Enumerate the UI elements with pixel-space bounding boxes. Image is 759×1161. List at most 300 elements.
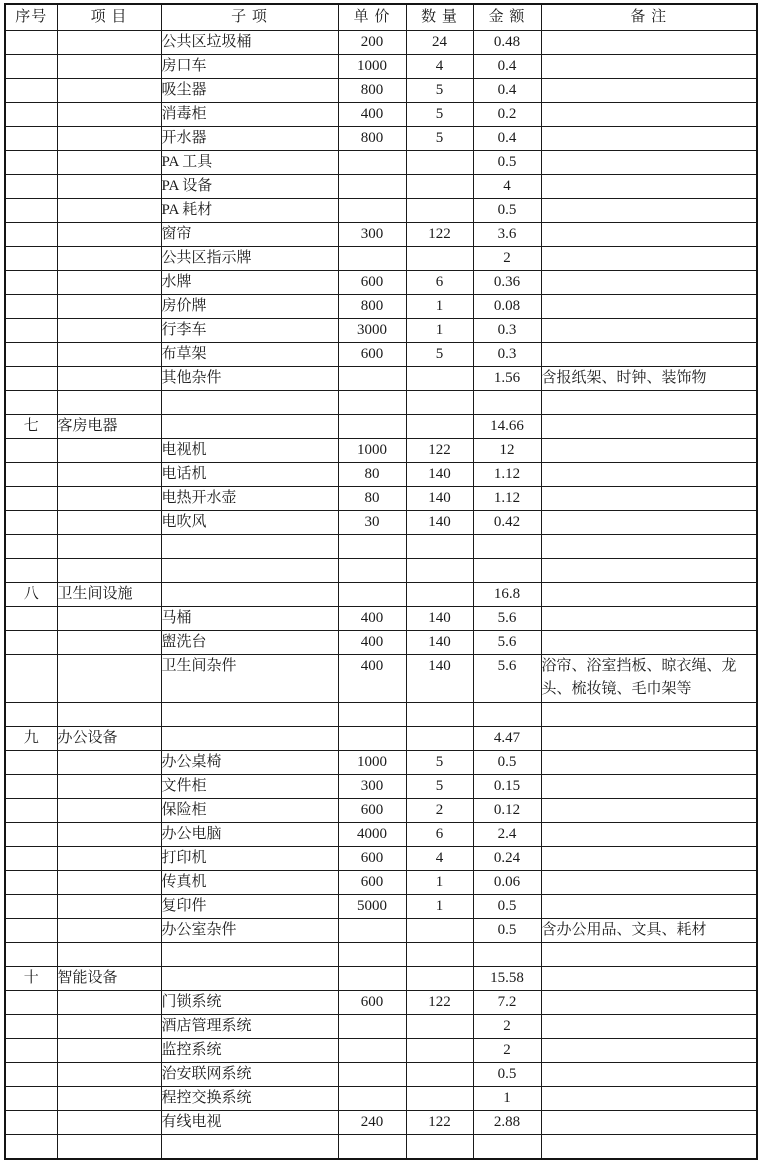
cell-subitem: 房价牌 xyxy=(161,295,338,319)
cell-project xyxy=(57,535,161,559)
cell-project xyxy=(57,295,161,319)
cell-qty xyxy=(406,175,473,199)
cell-project xyxy=(57,823,161,847)
cell-serial xyxy=(5,823,57,847)
cell-note xyxy=(541,871,757,895)
cell-amount: 0.15 xyxy=(473,775,541,799)
cell-project xyxy=(57,703,161,727)
table-row xyxy=(5,1039,757,1063)
cell-serial xyxy=(5,271,57,295)
cell-amount: 0.48 xyxy=(473,31,541,55)
cell-price xyxy=(338,151,406,175)
cell-project xyxy=(57,559,161,583)
cell-amount: 5.6 xyxy=(473,607,541,631)
cell-amount: 0.4 xyxy=(473,55,541,79)
cell-project xyxy=(57,175,161,199)
cell-serial: 八 xyxy=(5,583,57,607)
cell-project xyxy=(57,367,161,391)
cell-project xyxy=(57,799,161,823)
cell-qty: 140 xyxy=(406,511,473,535)
cell-price: 80 xyxy=(338,487,406,511)
cell-price: 300 xyxy=(338,223,406,247)
cell-project xyxy=(57,79,161,103)
column-header-price: 单 价 xyxy=(338,4,406,31)
column-header-subitem: 子 项 xyxy=(161,4,338,31)
column-header-amount: 金 额 xyxy=(473,4,541,31)
cell-project xyxy=(57,151,161,175)
cell-subitem xyxy=(161,967,338,991)
table-row xyxy=(5,1111,757,1135)
table-row xyxy=(5,367,757,391)
cell-price: 600 xyxy=(338,991,406,1015)
cell-qty xyxy=(406,391,473,415)
cell-amount: 3.6 xyxy=(473,223,541,247)
cell-note xyxy=(541,751,757,775)
cell-subitem: 复印件 xyxy=(161,895,338,919)
cell-subitem: 程控交换系统 xyxy=(161,1087,338,1111)
cell-note: 浴帘、浴室挡板、晾衣绳、龙头、梳妆镜、毛巾架等 xyxy=(541,655,757,703)
cell-amount: 2 xyxy=(473,1015,541,1039)
table-row xyxy=(5,727,757,751)
cell-qty: 2 xyxy=(406,799,473,823)
cell-serial xyxy=(5,55,57,79)
cell-note xyxy=(541,223,757,247)
cell-amount: 1 xyxy=(473,1087,541,1111)
cell-project xyxy=(57,1087,161,1111)
cell-qty: 140 xyxy=(406,487,473,511)
cell-amount: 0.3 xyxy=(473,343,541,367)
cell-price: 400 xyxy=(338,607,406,631)
cell-note xyxy=(541,103,757,127)
table-body xyxy=(5,31,757,1160)
cell-subitem: 保险柜 xyxy=(161,799,338,823)
cell-serial xyxy=(5,1039,57,1063)
cell-project xyxy=(57,871,161,895)
cell-serial xyxy=(5,463,57,487)
cell-serial xyxy=(5,871,57,895)
cell-note xyxy=(541,1039,757,1063)
cell-price: 30 xyxy=(338,511,406,535)
cell-project xyxy=(57,1039,161,1063)
cell-qty: 140 xyxy=(406,655,473,703)
table-row xyxy=(5,127,757,151)
cell-note xyxy=(541,1063,757,1087)
cell-amount: 4 xyxy=(473,175,541,199)
cell-amount: 14.66 xyxy=(473,415,541,439)
cell-amount: 4.47 xyxy=(473,727,541,751)
cell-note xyxy=(541,151,757,175)
cell-price: 400 xyxy=(338,655,406,703)
cell-price xyxy=(338,559,406,583)
cell-serial xyxy=(5,775,57,799)
cell-serial: 十 xyxy=(5,967,57,991)
cell-price xyxy=(338,1063,406,1087)
table-row xyxy=(5,583,757,607)
cell-note xyxy=(541,799,757,823)
cell-project xyxy=(57,343,161,367)
cell-project xyxy=(57,223,161,247)
table-row xyxy=(5,823,757,847)
cell-serial xyxy=(5,943,57,967)
cell-qty xyxy=(406,583,473,607)
cell-qty xyxy=(406,415,473,439)
cell-qty: 140 xyxy=(406,631,473,655)
cell-note xyxy=(541,943,757,967)
cell-note xyxy=(541,1111,757,1135)
cell-subitem: 卫生间杂件 xyxy=(161,655,338,703)
cell-note xyxy=(541,415,757,439)
cell-project xyxy=(57,127,161,151)
cell-amount: 2.88 xyxy=(473,1111,541,1135)
table-row xyxy=(5,991,757,1015)
cell-note xyxy=(541,1135,757,1160)
cell-amount: 2.4 xyxy=(473,823,541,847)
cell-subitem: 吸尘器 xyxy=(161,79,338,103)
cell-qty: 122 xyxy=(406,439,473,463)
cell-price xyxy=(338,367,406,391)
cell-project xyxy=(57,463,161,487)
cell-project: 办公设备 xyxy=(57,727,161,751)
cell-serial xyxy=(5,535,57,559)
cell-subitem xyxy=(161,727,338,751)
cell-project xyxy=(57,511,161,535)
cell-qty: 5 xyxy=(406,751,473,775)
cell-amount xyxy=(473,535,541,559)
cell-amount: 0.4 xyxy=(473,127,541,151)
cell-project xyxy=(57,199,161,223)
cell-project xyxy=(57,439,161,463)
cell-subitem: 治安联网系统 xyxy=(161,1063,338,1087)
cell-subitem: 窗帘 xyxy=(161,223,338,247)
cell-qty: 5 xyxy=(406,775,473,799)
cell-note xyxy=(541,895,757,919)
cell-project: 客房电器 xyxy=(57,415,161,439)
cell-price xyxy=(338,199,406,223)
cell-qty: 6 xyxy=(406,823,473,847)
cell-note xyxy=(541,727,757,751)
cell-project xyxy=(57,487,161,511)
cell-note xyxy=(541,1015,757,1039)
cell-project xyxy=(57,247,161,271)
cell-project xyxy=(57,103,161,127)
cell-amount: 12 xyxy=(473,439,541,463)
cell-subitem: 文件柜 xyxy=(161,775,338,799)
cell-serial xyxy=(5,127,57,151)
cell-note xyxy=(541,823,757,847)
table-row xyxy=(5,319,757,343)
cell-serial xyxy=(5,1111,57,1135)
cell-subitem: 水牌 xyxy=(161,271,338,295)
cell-price: 600 xyxy=(338,343,406,367)
cell-serial: 七 xyxy=(5,415,57,439)
cell-subitem: PA 工具 xyxy=(161,151,338,175)
cell-qty: 5 xyxy=(406,103,473,127)
cell-subitem: 电热开水壶 xyxy=(161,487,338,511)
cell-qty: 6 xyxy=(406,271,473,295)
cell-serial xyxy=(5,991,57,1015)
table-row xyxy=(5,511,757,535)
cell-subitem xyxy=(161,703,338,727)
cell-project xyxy=(57,607,161,631)
table-row xyxy=(5,1063,757,1087)
cell-qty xyxy=(406,1063,473,1087)
cell-note: 含办公用品、文具、耗材 xyxy=(541,919,757,943)
cell-serial xyxy=(5,703,57,727)
table-row xyxy=(5,751,757,775)
cell-project xyxy=(57,1063,161,1087)
cell-qty: 140 xyxy=(406,607,473,631)
table-row xyxy=(5,199,757,223)
cell-qty xyxy=(406,703,473,727)
cell-note xyxy=(541,535,757,559)
table-row xyxy=(5,343,757,367)
cell-qty: 5 xyxy=(406,343,473,367)
cell-qty xyxy=(406,943,473,967)
cell-amount: 0.3 xyxy=(473,319,541,343)
cell-subitem: 盥洗台 xyxy=(161,631,338,655)
cell-subitem: 房口车 xyxy=(161,55,338,79)
table-row xyxy=(5,391,757,415)
table-row xyxy=(5,151,757,175)
cell-qty xyxy=(406,199,473,223)
cell-subitem: 办公室杂件 xyxy=(161,919,338,943)
cell-note xyxy=(541,79,757,103)
cell-qty: 4 xyxy=(406,847,473,871)
cell-serial xyxy=(5,1063,57,1087)
cell-price: 3000 xyxy=(338,319,406,343)
cell-price: 600 xyxy=(338,271,406,295)
cell-amount: 2 xyxy=(473,247,541,271)
cell-subitem: PA 设备 xyxy=(161,175,338,199)
cell-amount: 5.6 xyxy=(473,631,541,655)
cell-subitem: 布草架 xyxy=(161,343,338,367)
cell-price xyxy=(338,1135,406,1160)
cell-qty xyxy=(406,727,473,751)
cell-serial xyxy=(5,487,57,511)
cell-qty: 122 xyxy=(406,1111,473,1135)
table-row xyxy=(5,55,757,79)
cell-amount: 1.12 xyxy=(473,487,541,511)
cell-project xyxy=(57,31,161,55)
table-row xyxy=(5,895,757,919)
cell-qty: 122 xyxy=(406,223,473,247)
cell-qty: 1 xyxy=(406,895,473,919)
table-row xyxy=(5,919,757,943)
table-row xyxy=(5,223,757,247)
cell-subitem xyxy=(161,391,338,415)
cell-serial xyxy=(5,391,57,415)
cell-note xyxy=(541,31,757,55)
table-header xyxy=(5,4,757,31)
cell-price xyxy=(338,1015,406,1039)
cell-amount: 0.5 xyxy=(473,199,541,223)
cell-serial xyxy=(5,319,57,343)
cell-qty xyxy=(406,967,473,991)
table-row xyxy=(5,703,757,727)
cell-price: 240 xyxy=(338,1111,406,1135)
table-row xyxy=(5,247,757,271)
cell-subitem: 酒店管理系统 xyxy=(161,1015,338,1039)
cell-subitem: 公共区指示牌 xyxy=(161,247,338,271)
cell-amount xyxy=(473,703,541,727)
table-row xyxy=(5,559,757,583)
cell-qty: 24 xyxy=(406,31,473,55)
cell-price xyxy=(338,391,406,415)
cell-price xyxy=(338,943,406,967)
cell-serial xyxy=(5,175,57,199)
cell-subitem: PA 耗材 xyxy=(161,199,338,223)
cell-subitem: 办公电脑 xyxy=(161,823,338,847)
cell-note xyxy=(541,199,757,223)
cell-subitem: 传真机 xyxy=(161,871,338,895)
column-header-serial: 序号 xyxy=(5,4,57,31)
cell-amount: 0.5 xyxy=(473,151,541,175)
cell-note xyxy=(541,1087,757,1111)
cell-amount xyxy=(473,559,541,583)
table-row xyxy=(5,439,757,463)
table-row xyxy=(5,655,757,703)
cell-amount: 0.06 xyxy=(473,871,541,895)
cell-qty xyxy=(406,1135,473,1160)
table-row xyxy=(5,607,757,631)
cell-price: 800 xyxy=(338,79,406,103)
cell-price: 4000 xyxy=(338,823,406,847)
cell-amount: 0.4 xyxy=(473,79,541,103)
cell-note xyxy=(541,847,757,871)
table-row xyxy=(5,175,757,199)
table-row xyxy=(5,775,757,799)
cell-qty xyxy=(406,559,473,583)
cell-subitem: 马桶 xyxy=(161,607,338,631)
table-row xyxy=(5,415,757,439)
cell-project xyxy=(57,391,161,415)
cell-note xyxy=(541,463,757,487)
cell-price: 80 xyxy=(338,463,406,487)
cell-project xyxy=(57,895,161,919)
cell-serial xyxy=(5,31,57,55)
cell-note xyxy=(541,487,757,511)
cell-serial xyxy=(5,1135,57,1160)
cell-qty xyxy=(406,1039,473,1063)
table-row xyxy=(5,799,757,823)
cell-qty: 122 xyxy=(406,991,473,1015)
cell-serial xyxy=(5,847,57,871)
cell-note xyxy=(541,559,757,583)
cell-subitem: 监控系统 xyxy=(161,1039,338,1063)
column-header-note: 备 注 xyxy=(541,4,757,31)
cell-serial xyxy=(5,367,57,391)
cell-amount: 5.6 xyxy=(473,655,541,703)
cell-project xyxy=(57,919,161,943)
cell-amount: 0.5 xyxy=(473,1063,541,1087)
cell-qty: 1 xyxy=(406,295,473,319)
cell-note xyxy=(541,991,757,1015)
table-row xyxy=(5,271,757,295)
cell-amount: 1.56 xyxy=(473,367,541,391)
cell-note xyxy=(541,583,757,607)
table-row xyxy=(5,1015,757,1039)
table-row xyxy=(5,1087,757,1111)
cell-subitem: 办公桌椅 xyxy=(161,751,338,775)
column-header-qty: 数 量 xyxy=(406,4,473,31)
cell-note xyxy=(541,55,757,79)
cell-project: 智能设备 xyxy=(57,967,161,991)
cell-serial xyxy=(5,799,57,823)
cell-qty xyxy=(406,919,473,943)
cell-subitem xyxy=(161,943,338,967)
cell-serial: 九 xyxy=(5,727,57,751)
cell-serial xyxy=(5,223,57,247)
cell-subitem: 有线电视 xyxy=(161,1111,338,1135)
table-row xyxy=(5,535,757,559)
cell-serial xyxy=(5,1087,57,1111)
cell-note xyxy=(541,439,757,463)
cell-project xyxy=(57,319,161,343)
cell-qty xyxy=(406,1015,473,1039)
cell-project xyxy=(57,271,161,295)
column-header-project: 项 目 xyxy=(57,4,161,31)
cell-note xyxy=(541,271,757,295)
cell-price: 400 xyxy=(338,103,406,127)
cell-amount: 2 xyxy=(473,1039,541,1063)
cell-note xyxy=(541,319,757,343)
cell-amount: 0.24 xyxy=(473,847,541,871)
cell-price xyxy=(338,415,406,439)
cell-note xyxy=(541,175,757,199)
table-row xyxy=(5,31,757,55)
table-row xyxy=(5,871,757,895)
table-row xyxy=(5,967,757,991)
cell-note xyxy=(541,391,757,415)
cell-serial xyxy=(5,919,57,943)
cell-serial xyxy=(5,655,57,703)
cell-note xyxy=(541,127,757,151)
cell-note xyxy=(541,607,757,631)
cell-qty xyxy=(406,535,473,559)
cell-project: 卫生间设施 xyxy=(57,583,161,607)
cell-serial xyxy=(5,751,57,775)
cell-subitem: 电视机 xyxy=(161,439,338,463)
cell-serial xyxy=(5,559,57,583)
cell-serial xyxy=(5,1015,57,1039)
cell-price xyxy=(338,247,406,271)
cell-serial xyxy=(5,439,57,463)
cell-subitem xyxy=(161,559,338,583)
cell-price: 600 xyxy=(338,799,406,823)
table-row xyxy=(5,487,757,511)
cell-amount: 0.5 xyxy=(473,751,541,775)
cell-qty: 1 xyxy=(406,319,473,343)
cell-note xyxy=(541,775,757,799)
cell-note xyxy=(541,631,757,655)
cell-amount: 1.12 xyxy=(473,463,541,487)
cell-subitem: 公共区垃圾桶 xyxy=(161,31,338,55)
cell-qty: 140 xyxy=(406,463,473,487)
cell-serial xyxy=(5,631,57,655)
cell-price xyxy=(338,535,406,559)
cell-amount xyxy=(473,391,541,415)
cell-project xyxy=(57,751,161,775)
cell-subitem: 其他杂件 xyxy=(161,367,338,391)
cell-qty: 5 xyxy=(406,127,473,151)
cell-serial xyxy=(5,895,57,919)
cell-amount: 0.12 xyxy=(473,799,541,823)
cell-amount: 15.58 xyxy=(473,967,541,991)
cell-note xyxy=(541,247,757,271)
cell-serial xyxy=(5,79,57,103)
cell-project xyxy=(57,1111,161,1135)
cell-project xyxy=(57,1135,161,1160)
